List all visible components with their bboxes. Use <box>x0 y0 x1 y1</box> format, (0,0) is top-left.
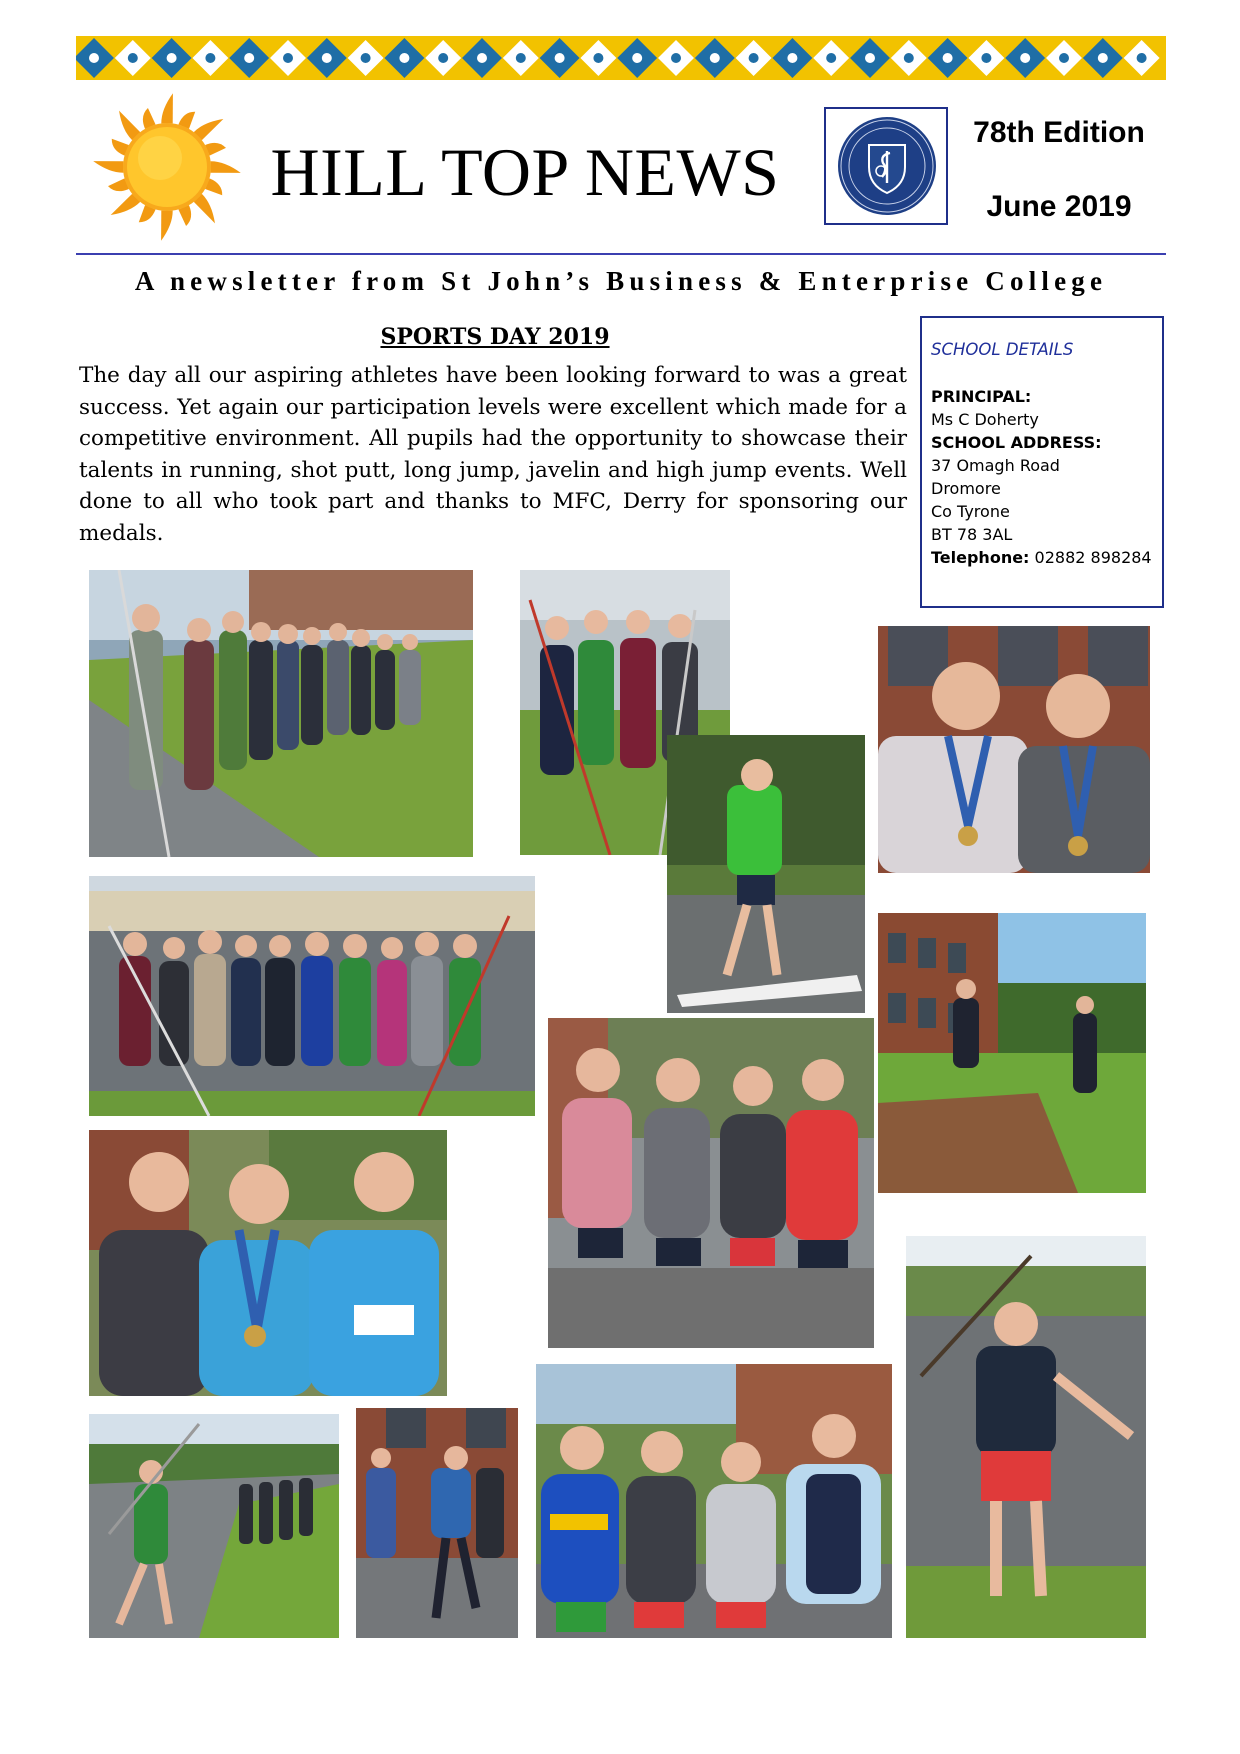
principal-name: Ms C Doherty <box>931 410 1039 429</box>
banner-dot <box>632 53 642 63</box>
newsletter-title: HILL TOP NEWS <box>270 134 780 210</box>
telephone-row <box>931 546 1154 569</box>
photo-boys-lined-up-javelin <box>89 570 473 857</box>
article-body: The day all our aspiring athletes have been looking forward to was a great success. Yet again our participation levels were excellent which made for a competitive environment. All pupils had the opportunity to showcase their talents in running, shot putt, long jump, javelin and high jump events. Well done to all who took part and thanks to MFC, Derry for sponsoring our medals. <box>79 363 907 546</box>
banner-dot <box>904 53 914 63</box>
banner-dot <box>283 53 293 63</box>
photo-boy-throwing-javelin <box>89 1414 339 1638</box>
address-line: 37 Omagh Road <box>931 456 1060 475</box>
banner-dot <box>749 53 759 63</box>
banner-dot <box>865 53 875 63</box>
sun-ray <box>161 93 173 123</box>
banner-dot <box>1059 53 1069 63</box>
banner-dot <box>826 53 836 63</box>
header-divider <box>76 253 1166 255</box>
photo-four-girls-group <box>548 1018 874 1348</box>
banner-dot <box>787 53 797 63</box>
school-crest-frame <box>824 107 948 225</box>
principal-label: PRINCIPAL: <box>931 387 1032 406</box>
banner-dot <box>89 53 99 63</box>
photo-girls-group-javelin <box>89 876 535 1116</box>
banner-dot <box>167 53 177 63</box>
banner-dot <box>710 53 720 63</box>
school-details-heading: SCHOOL DETAILS <box>931 340 1074 359</box>
school-crest-logo <box>836 115 938 217</box>
telephone-label: Telephone: <box>931 548 1030 567</box>
newsletter-tagline: A newsletter from St John’s Business & Enterprise College <box>134 266 1108 296</box>
sun-ray <box>161 211 173 241</box>
banner-dot <box>943 53 953 63</box>
address-label: SCHOOL ADDRESS: <box>931 433 1102 452</box>
banner-dot <box>205 53 215 63</box>
photo-boy-throwing-shot-putt <box>356 1408 518 1638</box>
photo-four-girls-smiling <box>536 1364 892 1638</box>
article-heading: SPORTS DAY 2019 <box>380 324 610 350</box>
banner-dot <box>555 53 565 63</box>
sun-ray <box>93 161 123 173</box>
banner-dot <box>516 53 526 63</box>
banner-dot <box>361 53 371 63</box>
banner-dot <box>593 53 603 63</box>
sun-icon <box>92 92 242 242</box>
edition-date: June 2019 <box>986 190 1132 223</box>
address-line: Co Tyrone <box>931 502 1010 521</box>
photo-two-boys-with-medals <box>878 626 1150 873</box>
edition-number: 78th Edition <box>973 116 1145 149</box>
photo-long-jump-pit <box>878 913 1146 1193</box>
banner-dot <box>322 53 332 63</box>
banner-dot <box>244 53 254 63</box>
photo-girl-holding-javelin <box>906 1236 1146 1638</box>
banner-dot <box>399 53 409 63</box>
banner-dot <box>477 53 487 63</box>
banner-dot <box>438 53 448 63</box>
photo-three-boys-with-medals <box>89 1130 447 1396</box>
banner-dot <box>1020 53 1030 63</box>
banner-dot <box>128 53 138 63</box>
photo-girl-throwing-shot-putt <box>667 735 865 1013</box>
diamond-border-banner <box>76 36 1166 80</box>
banner-dot <box>981 53 991 63</box>
school-details-box <box>920 316 1164 608</box>
banner-dot <box>1098 53 1108 63</box>
address-line: Dromore <box>931 479 1001 498</box>
telephone-number: 02882 898284 <box>1034 548 1152 567</box>
banner-dot <box>1137 53 1147 63</box>
banner-dot <box>671 53 681 63</box>
address-line: BT 78 3AL <box>931 525 1013 544</box>
